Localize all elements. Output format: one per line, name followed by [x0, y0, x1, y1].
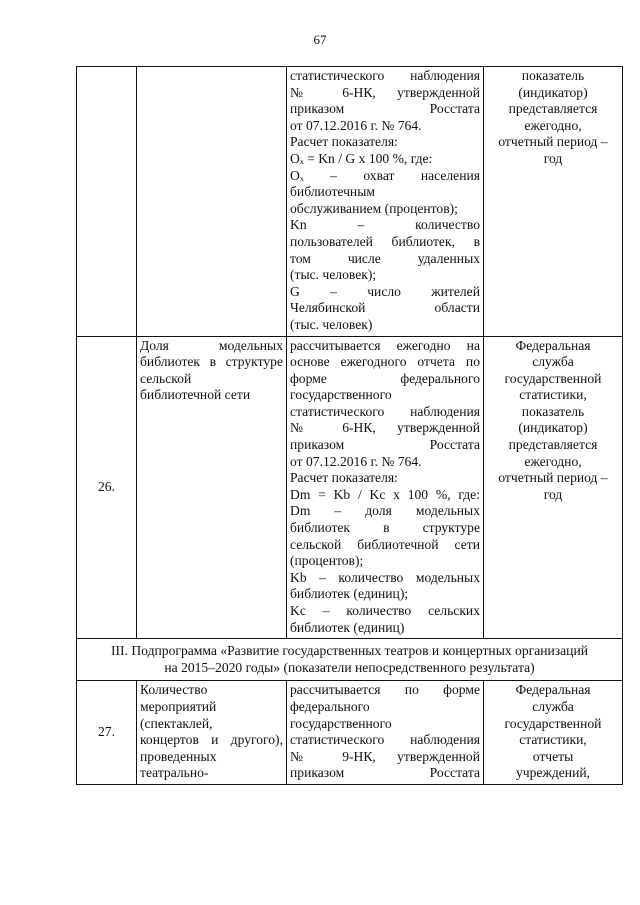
text-line: учреждений,: [515, 765, 591, 781]
indicator-name-cell: [137, 336, 287, 639]
text-line: приказом Росстата: [290, 437, 480, 453]
indicator-name-cell: [137, 67, 287, 337]
text-line: Доля модельных: [140, 337, 283, 353]
text-line: статистики,: [519, 732, 587, 748]
text-line: (процентов);: [290, 553, 364, 569]
text-line: основе ежегодного отчета по: [290, 354, 480, 370]
text-line: G – число жителей: [290, 283, 480, 299]
text-line: Dm – доля модельных: [290, 503, 480, 519]
text-line: статистического наблюдения: [290, 403, 480, 419]
text-line: (спектаклей,: [140, 715, 213, 731]
text-line: форме федерального: [290, 370, 480, 386]
row-number-cell: 27.: [77, 681, 137, 785]
table-row-continued: [77, 67, 623, 337]
table-row-27: [77, 681, 623, 785]
text-line: от 07.12.2016 г. № 764.: [290, 453, 422, 469]
text-line: приказом Росстата: [290, 101, 480, 117]
row-number-cell: [77, 67, 137, 337]
text-line: ежегодно,: [524, 117, 582, 133]
text-line: рассчитывается ежегодно на: [290, 337, 480, 353]
text-line: библиотек в структуре: [140, 354, 283, 370]
calculation-method-cell: [287, 67, 484, 337]
text-line: библиотек (единиц): [290, 619, 405, 635]
calculation-method-cell: [287, 681, 484, 785]
text-line: Kb – количество модельных: [290, 569, 480, 585]
text-line: показатель: [521, 403, 585, 419]
page-number: 67: [313, 32, 327, 47]
text-line: проведенных: [140, 748, 217, 764]
text-line: федерального: [290, 698, 370, 714]
text-line: библиотек в структуре: [290, 520, 480, 536]
text-line: государственной: [504, 370, 602, 386]
text-line: ежегодно,: [524, 453, 582, 469]
text-line: представляется: [508, 437, 598, 453]
text-line: мероприятий: [140, 698, 217, 714]
text-line: Kn – количество: [290, 217, 480, 233]
text-line: год: [543, 150, 563, 166]
text-line: государственного: [290, 387, 392, 403]
text-line: отчеты: [532, 748, 574, 764]
text-line: концертов и другого),: [140, 732, 283, 748]
table-row-26: [77, 336, 623, 639]
text-line: Федеральная: [515, 337, 591, 353]
text-line: № 6-НК, утвержденной: [290, 84, 480, 100]
text-line: статистического наблюдения: [290, 732, 480, 748]
text-line: сельской библиотечной сети: [290, 536, 480, 552]
data-source-cell: [484, 681, 623, 785]
text-line: Расчет показателя:: [290, 134, 398, 150]
text-line: служба: [532, 698, 574, 714]
text-line: отчетный период –: [498, 470, 608, 486]
row-number-cell: 26.: [77, 336, 137, 639]
text-line: библиотечной сети: [140, 387, 251, 403]
text-line: Челябинской области: [290, 300, 480, 316]
text-line: государственной: [504, 715, 602, 731]
calculation-method-cell: [287, 336, 484, 639]
text-line: Расчет показателя:: [290, 470, 398, 486]
data-source-cell: [484, 67, 623, 337]
text-line: показатель: [521, 68, 585, 83]
text-line: Федеральная: [515, 682, 591, 698]
text-line: № 6-НК, утвержденной: [290, 420, 480, 436]
text-line: (индикатор): [518, 420, 588, 436]
text-line: представляется: [508, 101, 598, 117]
text-line: пользователей библиотек, в: [290, 233, 480, 249]
text-line: том числе удаленных: [290, 250, 480, 266]
text-line: рассчитывается по форме: [290, 682, 480, 698]
data-source-cell: [484, 336, 623, 639]
text-line: библиотечным: [290, 184, 375, 200]
text-line: статистического наблюдения: [290, 68, 480, 83]
text-line: Oₓ – охват населения: [290, 167, 480, 183]
subprogram-title: [77, 639, 623, 681]
text-line: приказом Росстата: [290, 765, 480, 781]
text-line: обслуживанием (процентов);: [290, 200, 458, 216]
text-line: библиотек (единиц);: [290, 586, 409, 602]
text-line: Oₓ = Kn / G x 100 %, где:: [290, 150, 433, 166]
text-line: на 2015–2020 годы» (показатели непосредственного результата): [164, 659, 535, 675]
text-line: Количество: [140, 682, 208, 698]
section-header-row: [77, 639, 623, 681]
indicators-table: [76, 66, 623, 785]
text-line: сельской: [140, 370, 192, 386]
text-line: Kc – количество сельских: [290, 603, 480, 618]
indicator-name-cell: [137, 681, 287, 785]
text-line: от 07.12.2016 г. № 764.: [290, 117, 422, 133]
text-line: (индикатор): [518, 84, 588, 100]
text-line: отчетный период –: [498, 134, 608, 150]
text-line: служба: [532, 354, 574, 370]
text-line: (тыс. человек): [290, 316, 373, 332]
text-line: театрально-: [140, 765, 209, 781]
text-line: государственного: [290, 715, 392, 731]
text-line: III. Подпрограмма «Развитие государственных театров и концертных организаций: [110, 643, 589, 659]
text-line: статистики,: [519, 387, 587, 403]
text-line: год: [543, 486, 563, 502]
text-line: (тыс. человек);: [290, 267, 377, 283]
text-line: № 9-НК, утвержденной: [290, 748, 480, 764]
text-line: Dm = Kb / Kc x 100 %, где:: [290, 486, 480, 502]
